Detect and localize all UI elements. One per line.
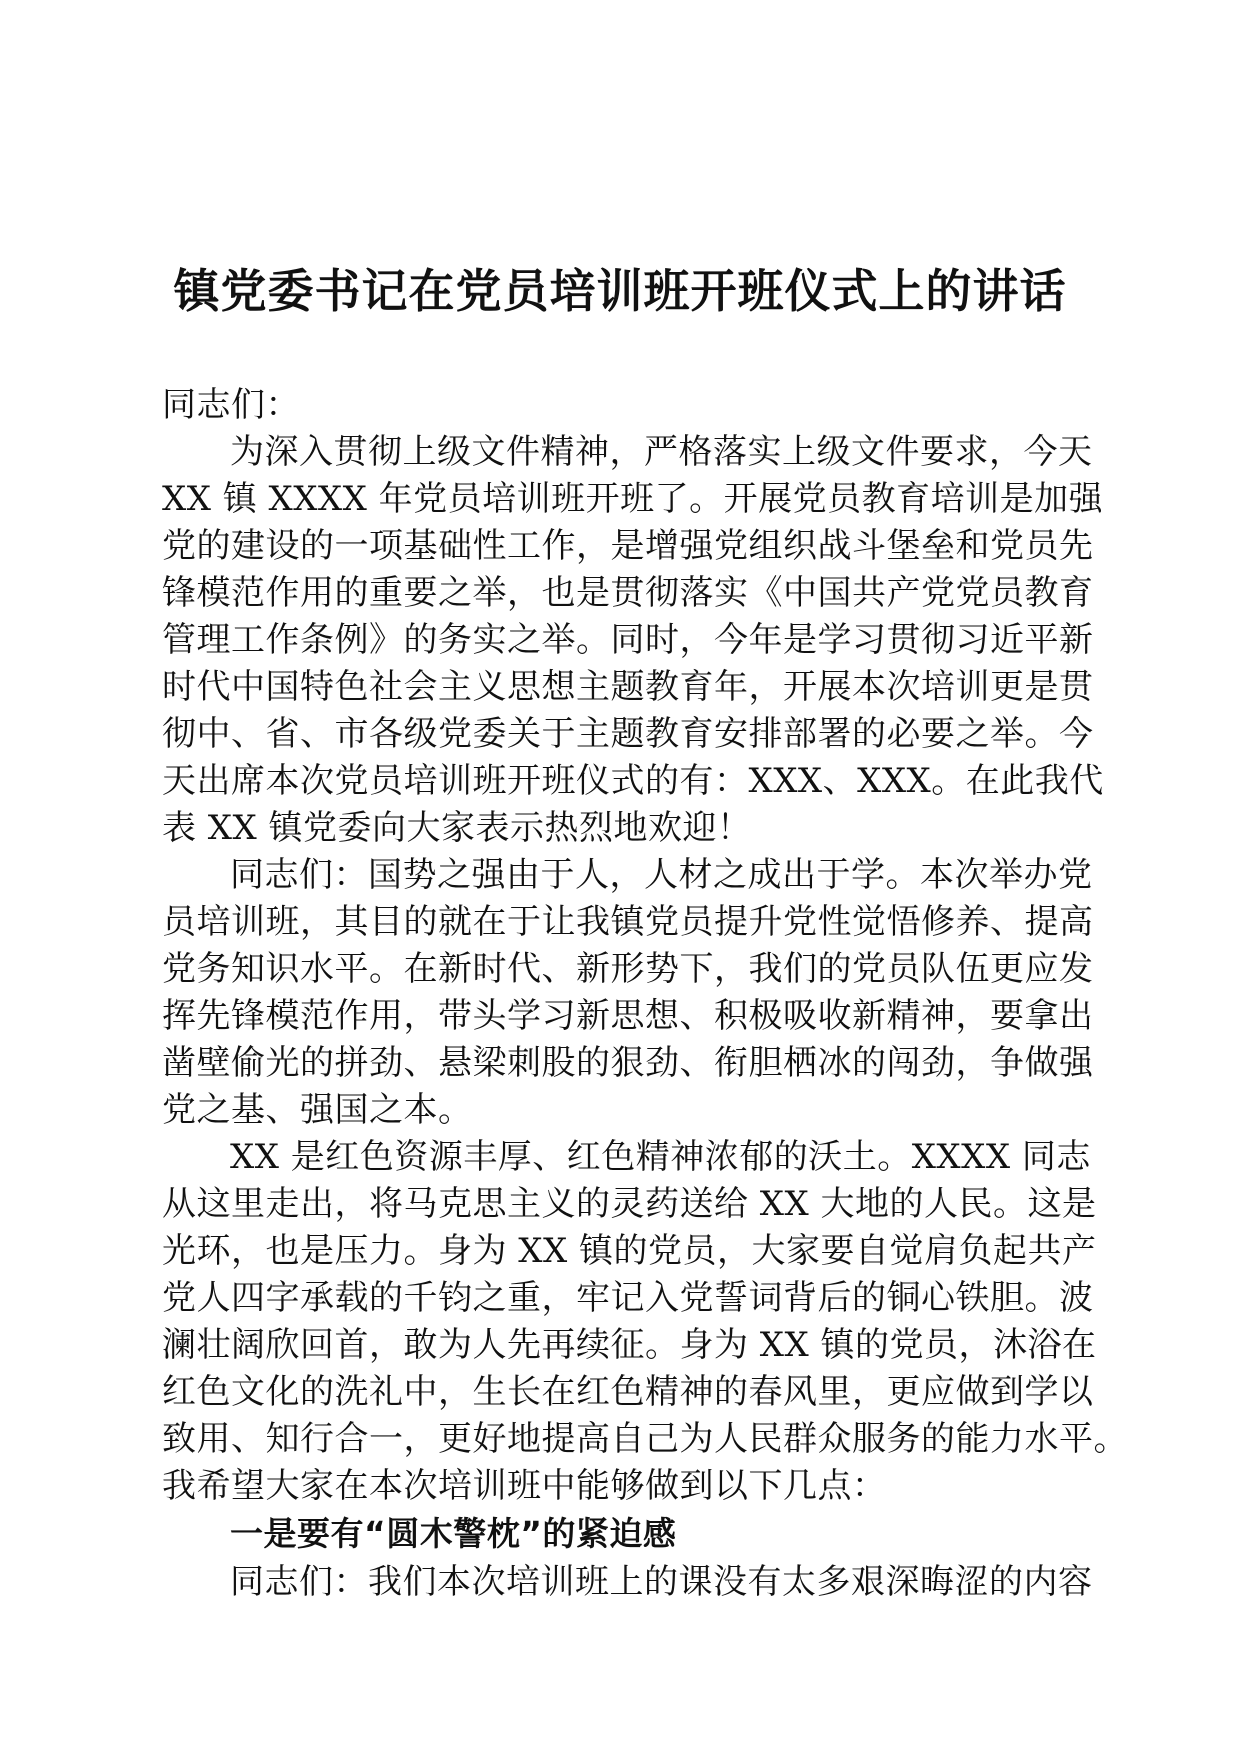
paragraph-2-line: 党之基、强国之本。 <box>162 1090 473 1130</box>
paragraph-1-line: 彻中、省、市各级党委关于主题教育安排部署的必要之举。今 <box>162 714 1094 754</box>
paragraph-1-line: 时代中国特色社会主义思想主题教育年，开展本次培训更是贯 <box>162 667 1094 707</box>
paragraph-2-line: 党务知识水平。在新时代、新形势下，我们的党员队伍更应发 <box>162 949 1094 989</box>
paragraph-3-line: 澜壮阔欣回首，敢为人先再续征。身为 XX 镇的党员，沐浴在 <box>162 1325 1097 1365</box>
paragraph-3-line: 光环，也是压力。身为 XX 镇的党员，大家要自觉肩负起共产 <box>162 1231 1097 1271</box>
paragraph-3-line: XX 是红色资源丰厚、红色精神浓郁的沃土。XXXX 同志 <box>230 1137 1091 1177</box>
section-heading: 一是要有“圆木警枕”的紧迫感 <box>230 1514 677 1553</box>
paragraph-1-line: XX 镇 XXXX 年党员培训班开班了。开展党员教育培训是加强 <box>162 479 1104 519</box>
paragraph-4-line: 同志们：我们本次培训班上的课没有太多艰深晦涩的内容 <box>230 1562 1093 1602</box>
paragraph-3-line: 致用、知行合一，更好地提高自己为人民群众服务的能力水平。 <box>162 1419 1128 1459</box>
paragraph-1-line: 锋模范作用的重要之举，也是贯彻落实《中国共产党党员教育 <box>162 573 1094 613</box>
paragraph-1-line: 为深入贯彻上级文件精神，严格落实上级文件要求，今天 <box>230 432 1093 472</box>
paragraph-3-line: 党人四字承载的千钧之重，牢记入党誓词背后的铜心铁胆。波 <box>162 1278 1094 1318</box>
paragraph-2-line: 员培训班，其目的就在于让我镇党员提升党性觉悟修养、提高 <box>162 902 1094 942</box>
paragraph-1-line: 管理工作条例》的务实之举。同时，今年是学习贯彻习近平新 <box>162 620 1094 660</box>
paragraph-3-line: 我希望大家在本次培训班中能够做到以下几点： <box>162 1466 887 1506</box>
paragraph-2-line: 凿壁偷光的拼劲、悬梁刺股的狠劲、衔胆栖冰的闯劲，争做强 <box>162 1043 1094 1083</box>
document-body <box>162 382 1128 1606</box>
paragraph-3-line: 从这里走出，将马克思主义的灵药送给 XX 大地的人民。这是 <box>162 1184 1097 1224</box>
paragraph-3-line: 红色文化的洗礼中，生长在红色精神的春风里，更应做到学以 <box>162 1372 1094 1412</box>
paragraph-1-line: 党的建设的一项基础性工作，是增强党组织战斗堡垒和党员先 <box>162 526 1094 566</box>
paragraph-2-line: 挥先锋模范作用，带头学习新思想、积极吸收新精神，要拿出 <box>162 996 1094 1036</box>
salutation: 同志们： <box>162 385 300 425</box>
paragraph-1-line: 表 XX 镇党委向大家表示热烈地欢迎！ <box>162 808 752 848</box>
paragraph-2-line: 同志们：国势之强由于人，人材之成出于学。本次举办党 <box>230 855 1093 895</box>
document-title: 镇党委书记在党员培训班开班仪式上的讲话 <box>173 264 1067 318</box>
paragraph-1-line: 天出席本次党员培训班开班仪式的有：XXX、XXX。在此我代 <box>162 761 1104 801</box>
